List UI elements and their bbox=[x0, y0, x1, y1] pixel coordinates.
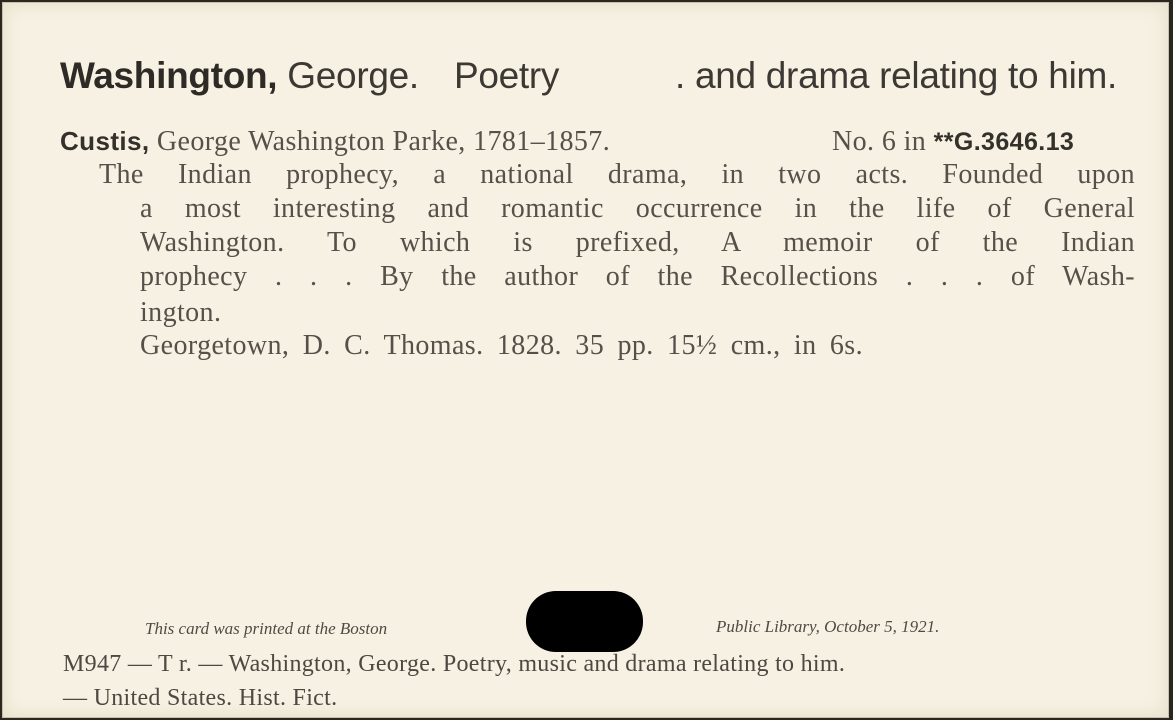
heading-forename: George. bbox=[287, 55, 419, 96]
redaction-blot bbox=[526, 591, 643, 652]
call-number: **G.3646.13 bbox=[933, 128, 1075, 156]
tracing-line-1: M947 — T r. — Washington, George. Poetry, music and drama relating to him. bbox=[63, 651, 846, 677]
imprint-line: Georgetown, D. C. Thomas. 1828. 35 pp. 15½ cm., in 6s. bbox=[140, 330, 863, 361]
location-prefix: No. 6 in bbox=[832, 126, 927, 157]
heading-name: Washington, bbox=[60, 55, 278, 96]
catalog-card bbox=[2, 2, 1169, 718]
title-line-5: ington. bbox=[140, 297, 222, 328]
title-line-2: a most interesting and romantic occurrence in the life of General bbox=[140, 193, 1135, 224]
subject-heading bbox=[60, 55, 419, 97]
heading-subject-drama: . and drama relating to him. bbox=[675, 55, 1117, 96]
author-surname: Custis, bbox=[60, 126, 150, 156]
printed-note-right: Public Library, October 5, 1921. bbox=[716, 617, 940, 636]
title-line-4: prophecy . . . By the author of the Recollections . . . of Wash- bbox=[140, 261, 1135, 292]
title-line-1: The Indian prophecy, a national drama, in two acts. Founded upon bbox=[99, 159, 1135, 190]
author-name-dates: George Washington Parke, 1781–1857. bbox=[156, 126, 611, 157]
author-line bbox=[60, 126, 610, 158]
title-line-3: Washington. To which is prefixed, A memoir of the Indian bbox=[140, 227, 1135, 258]
heading-subject-poetry: Poetry bbox=[454, 55, 560, 96]
location-line bbox=[832, 126, 1074, 158]
printed-note-left: This card was printed at the Boston bbox=[145, 619, 388, 638]
tracing-line-2: — United States. Hist. Fict. bbox=[63, 685, 338, 711]
